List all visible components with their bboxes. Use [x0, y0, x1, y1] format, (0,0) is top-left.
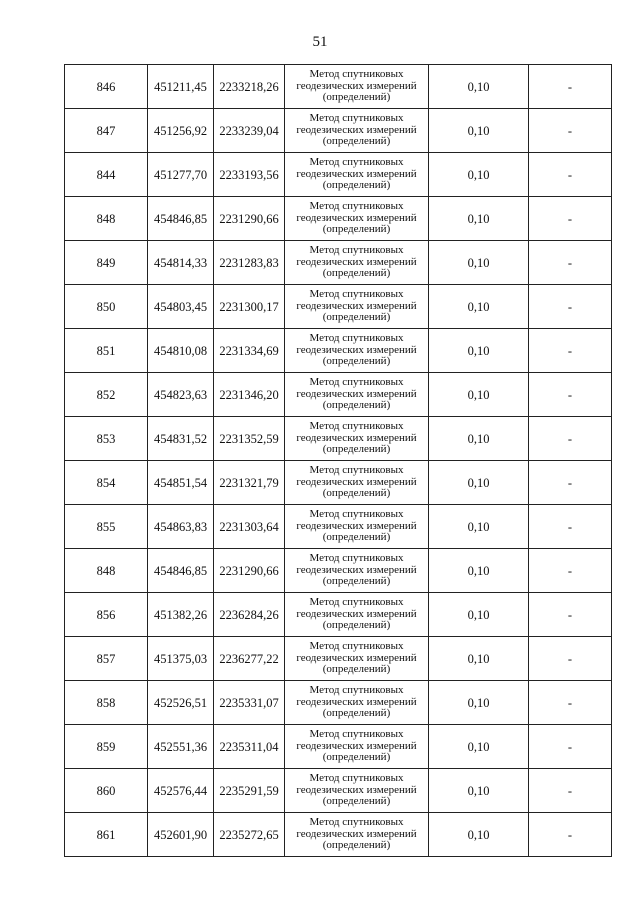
method-text-line: Метод спутниковых [309, 156, 404, 169]
accuracy-cell: 0,10 [429, 153, 529, 197]
accuracy-cell: 0,10 [429, 725, 529, 769]
method-text-line: геодезических измерений [296, 123, 417, 136]
note-cell: - [529, 285, 612, 329]
accuracy-cell: 0,10 [429, 813, 529, 857]
note-cell: - [529, 329, 612, 373]
point-number-cell: 846 [65, 65, 148, 109]
point-number-cell: 859 [65, 725, 148, 769]
note-cell: - [529, 153, 612, 197]
method-cell [285, 197, 429, 241]
x-coordinate-cell: 451382,26 [148, 593, 214, 637]
x-coordinate-cell: 454810,08 [148, 329, 214, 373]
table-row [65, 725, 612, 769]
method-text-line: (определений) [322, 223, 391, 236]
method-text-line: (определений) [322, 619, 391, 632]
table-row [65, 593, 612, 637]
point-number-cell: 844 [65, 153, 148, 197]
method-text-line: Метод спутниковых [309, 420, 404, 433]
table-row [65, 505, 612, 549]
method-cell [285, 285, 429, 329]
method-cell [285, 593, 429, 637]
point-number-cell: 848 [65, 549, 148, 593]
method-text-line: Метод спутниковых [309, 640, 404, 653]
x-coordinate-cell: 454863,83 [148, 505, 214, 549]
note-cell: - [529, 373, 612, 417]
method-text-line: геодезических измерений [296, 343, 417, 356]
method-cell [285, 373, 429, 417]
point-number-cell: 848 [65, 197, 148, 241]
x-coordinate-cell: 452601,90 [148, 813, 214, 857]
method-text-line: геодезических измерений [296, 167, 417, 180]
y-coordinate-cell: 2235291,59 [214, 769, 285, 813]
x-coordinate-cell: 454823,63 [148, 373, 214, 417]
method-cell [285, 329, 429, 373]
method-text-line: Метод спутниковых [309, 68, 404, 81]
y-coordinate-cell: 2236284,26 [214, 593, 285, 637]
point-number-cell: 860 [65, 769, 148, 813]
point-number-cell: 856 [65, 593, 148, 637]
method-text-line: (определений) [322, 707, 391, 720]
note-cell: - [529, 505, 612, 549]
y-coordinate-cell: 2231283,83 [214, 241, 285, 285]
y-coordinate-cell: 2231303,64 [214, 505, 285, 549]
method-cell [285, 637, 429, 681]
method-text-line: геодезических измерений [296, 431, 417, 444]
accuracy-cell: 0,10 [429, 461, 529, 505]
y-coordinate-cell: 2231352,59 [214, 417, 285, 461]
method-text-line: Метод спутниковых [309, 376, 404, 389]
accuracy-cell: 0,10 [429, 373, 529, 417]
y-coordinate-cell: 2233239,04 [214, 109, 285, 153]
method-text-line: (определений) [322, 663, 391, 676]
note-cell: - [529, 549, 612, 593]
accuracy-cell: 0,10 [429, 769, 529, 813]
method-cell [285, 461, 429, 505]
method-cell [285, 681, 429, 725]
method-text-line: геодезических измерений [296, 255, 417, 268]
x-coordinate-cell: 454803,45 [148, 285, 214, 329]
method-text-line: Метод спутниковых [309, 728, 404, 741]
table-row [65, 769, 612, 813]
x-coordinate-cell: 451211,45 [148, 65, 214, 109]
x-coordinate-cell: 454831,52 [148, 417, 214, 461]
accuracy-cell: 0,10 [429, 329, 529, 373]
method-text-line: Метод спутниковых [309, 684, 404, 697]
method-text-line: геодезических измерений [296, 695, 417, 708]
x-coordinate-cell: 451277,70 [148, 153, 214, 197]
method-text-line: геодезических измерений [296, 475, 417, 488]
table-row [65, 417, 612, 461]
point-number-cell: 861 [65, 813, 148, 857]
accuracy-cell: 0,10 [429, 65, 529, 109]
note-cell: - [529, 461, 612, 505]
accuracy-cell: 0,10 [429, 593, 529, 637]
method-cell [285, 241, 429, 285]
x-coordinate-cell: 451256,92 [148, 109, 214, 153]
method-text-line: (определений) [322, 531, 391, 544]
method-cell [285, 109, 429, 153]
method-cell [285, 153, 429, 197]
method-text-line: геодезических измерений [296, 519, 417, 532]
point-number-cell: 858 [65, 681, 148, 725]
note-cell: - [529, 769, 612, 813]
note-cell: - [529, 65, 612, 109]
method-cell [285, 505, 429, 549]
method-text-line: геодезических измерений [296, 563, 417, 576]
point-number-cell: 854 [65, 461, 148, 505]
y-coordinate-cell: 2235272,65 [214, 813, 285, 857]
method-text-line: Метод спутниковых [309, 244, 404, 257]
accuracy-cell: 0,10 [429, 197, 529, 241]
x-coordinate-cell: 454814,33 [148, 241, 214, 285]
note-cell: - [529, 109, 612, 153]
y-coordinate-cell: 2233218,26 [214, 65, 285, 109]
method-text-line: (определений) [322, 443, 391, 456]
method-text-line: Метод спутниковых [309, 552, 404, 565]
method-cell [285, 769, 429, 813]
y-coordinate-cell: 2235311,04 [214, 725, 285, 769]
method-text-line: Метод спутниковых [309, 288, 404, 301]
method-text-line: Метод спутниковых [309, 200, 404, 213]
coordinates-table [64, 64, 612, 857]
table-row [65, 461, 612, 505]
method-text-line: (определений) [322, 751, 391, 764]
method-text-line: (определений) [322, 399, 391, 412]
x-coordinate-cell: 452576,44 [148, 769, 214, 813]
table-row [65, 637, 612, 681]
method-text-line: (определений) [322, 575, 391, 588]
method-cell [285, 813, 429, 857]
method-text-line: (определений) [322, 487, 391, 500]
accuracy-cell: 0,10 [429, 505, 529, 549]
method-text-line: геодезических измерений [296, 827, 417, 840]
point-number-cell: 857 [65, 637, 148, 681]
x-coordinate-cell: 454851,54 [148, 461, 214, 505]
method-text-line: Метод спутниковых [309, 772, 404, 785]
method-text-line: (определений) [322, 135, 391, 148]
point-number-cell: 851 [65, 329, 148, 373]
note-cell: - [529, 681, 612, 725]
accuracy-cell: 0,10 [429, 109, 529, 153]
method-text-line: (определений) [322, 795, 391, 808]
note-cell: - [529, 197, 612, 241]
table-row [65, 681, 612, 725]
table-row [65, 285, 612, 329]
method-text-line: (определений) [322, 839, 391, 852]
method-text-line: (определений) [322, 311, 391, 324]
method-text-line: (определений) [322, 267, 391, 280]
method-text-line: геодезических измерений [296, 299, 417, 312]
y-coordinate-cell: 2233193,56 [214, 153, 285, 197]
note-cell: - [529, 593, 612, 637]
x-coordinate-cell: 454846,85 [148, 197, 214, 241]
method-text-line: геодезических измерений [296, 387, 417, 400]
x-coordinate-cell: 451375,03 [148, 637, 214, 681]
y-coordinate-cell: 2231321,79 [214, 461, 285, 505]
note-cell: - [529, 417, 612, 461]
method-text-line: геодезических измерений [296, 651, 417, 664]
method-text-line: Метод спутниковых [309, 508, 404, 521]
method-text-line: Метод спутниковых [309, 464, 404, 477]
table-row [65, 813, 612, 857]
accuracy-cell: 0,10 [429, 285, 529, 329]
table-row [65, 65, 612, 109]
method-cell [285, 549, 429, 593]
method-text-line: геодезических измерений [296, 211, 417, 224]
x-coordinate-cell: 452526,51 [148, 681, 214, 725]
method-text-line: (определений) [322, 179, 391, 192]
point-number-cell: 853 [65, 417, 148, 461]
note-cell: - [529, 725, 612, 769]
y-coordinate-cell: 2235331,07 [214, 681, 285, 725]
accuracy-cell: 0,10 [429, 241, 529, 285]
accuracy-cell: 0,10 [429, 549, 529, 593]
y-coordinate-cell: 2231300,17 [214, 285, 285, 329]
x-coordinate-cell: 454846,85 [148, 549, 214, 593]
point-number-cell: 847 [65, 109, 148, 153]
table-row [65, 241, 612, 285]
method-text-line: геодезических измерений [296, 739, 417, 752]
method-text-line: геодезических измерений [296, 79, 417, 92]
coordinates-table-body [65, 65, 612, 857]
accuracy-cell: 0,10 [429, 637, 529, 681]
method-cell [285, 65, 429, 109]
point-number-cell: 850 [65, 285, 148, 329]
method-text-line: (определений) [322, 91, 391, 104]
method-text-line: геодезических измерений [296, 607, 417, 620]
y-coordinate-cell: 2236277,22 [214, 637, 285, 681]
method-text-line: Метод спутниковых [309, 332, 404, 345]
method-cell [285, 725, 429, 769]
method-text-line: (определений) [322, 355, 391, 368]
y-coordinate-cell: 2231290,66 [214, 549, 285, 593]
point-number-cell: 852 [65, 373, 148, 417]
note-cell: - [529, 241, 612, 285]
point-number-cell: 849 [65, 241, 148, 285]
table-row [65, 373, 612, 417]
x-coordinate-cell: 452551,36 [148, 725, 214, 769]
method-text-line: геодезических измерений [296, 783, 417, 796]
y-coordinate-cell: 2231290,66 [214, 197, 285, 241]
table-row [65, 197, 612, 241]
method-text-line: Метод спутниковых [309, 816, 404, 829]
table-row [65, 109, 612, 153]
method-text-line: Метод спутниковых [309, 596, 404, 609]
accuracy-cell: 0,10 [429, 681, 529, 725]
note-cell: - [529, 637, 612, 681]
note-cell: - [529, 813, 612, 857]
table-row [65, 329, 612, 373]
page-number: 51 [312, 34, 328, 50]
accuracy-cell: 0,10 [429, 417, 529, 461]
table-row [65, 549, 612, 593]
table-row [65, 153, 612, 197]
method-text-line: Метод спутниковых [309, 112, 404, 125]
y-coordinate-cell: 2231346,20 [214, 373, 285, 417]
method-cell [285, 417, 429, 461]
y-coordinate-cell: 2231334,69 [214, 329, 285, 373]
point-number-cell: 855 [65, 505, 148, 549]
